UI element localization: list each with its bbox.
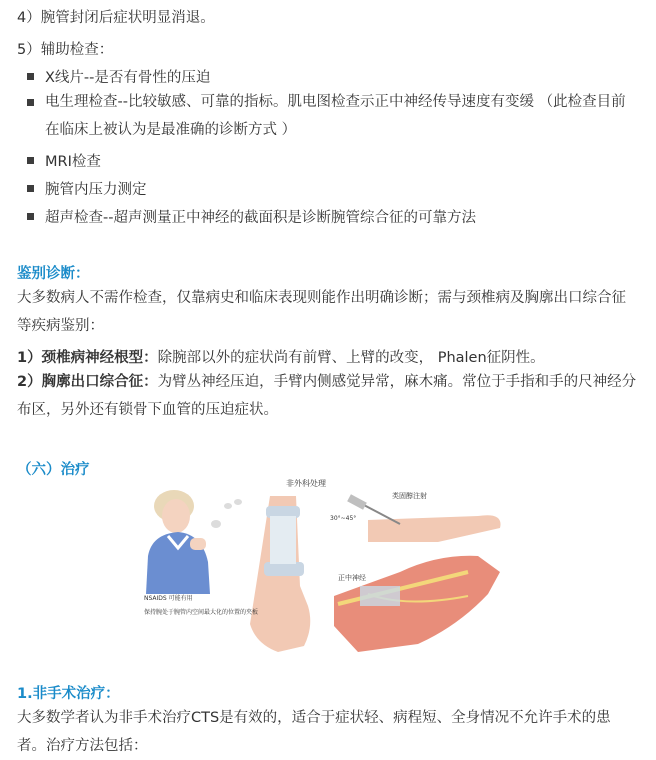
- differential-item-2: 2）胸廓出口综合征：为臂丛神经压迫，手臂内侧感觉异常，麻木痛。常位于手指和手的尺神经分布区，另外还有锁骨下血管的压迫症状。: [17, 374, 637, 418]
- nerve-label: 正中神经: [338, 574, 366, 582]
- bullet-square-icon: [27, 157, 34, 164]
- angle-label: 30°~45°: [330, 515, 357, 522]
- bullet-square-icon: [27, 73, 34, 80]
- bullet-item: 腕管内压力测定: [27, 178, 147, 199]
- bullet-item: 电生理检查--比较敏感、可靠的指标。肌电图检查示正中神经传导速度有变缓 （此检查目前在临床上被认为是最准确的诊断方式 ）: [27, 88, 637, 144]
- non-surgical-heading: 1.非手术治疗：: [17, 686, 120, 702]
- injection-label: 类固醇注射: [392, 492, 427, 500]
- bullet-item: MRI检查: [27, 150, 101, 171]
- bullet-square-icon: [27, 99, 34, 106]
- bullet-square-icon: [27, 213, 34, 220]
- figure-title: 非外科处理: [286, 479, 326, 488]
- treatment-heading: （六）治疗: [17, 462, 90, 478]
- differential-item-1: 1）颈椎病神经根型：除腕部以外的症状尚有前臂、上臂的改变， Phalen征阴性。: [17, 350, 545, 366]
- bullet-item: 超声检查--超声测量正中神经的截面积是诊断腕管综合征的可靠方法: [27, 206, 476, 227]
- treatment-illustration: [138, 476, 508, 662]
- nsaids-label: NSAIDS 可能有用: [144, 595, 193, 602]
- splint-label: 保持腕处于腕管内空间最大化的位置的夹板: [144, 609, 259, 616]
- bullet-square-icon: [27, 185, 34, 192]
- item-5: 5）辅助检查：: [17, 42, 114, 58]
- differential-heading: 鉴别诊断：: [17, 266, 90, 282]
- bullet-item: X线片--是否有骨性的压迫: [27, 66, 210, 87]
- item-4: 4）腕管封闭后症状明显消退。: [17, 10, 215, 26]
- non-surgical-body: 大多数学者认为非手术治疗CTS是有效的，适合于症状轻、病程短、全身情况不允许手术的患者。治疗方法包括：: [17, 710, 611, 754]
- differential-intro: 大多数病人不需作检查，仅靠病史和临床表现则能作出明确诊断；需与颈椎病及胸廓出口综合征等疾病鉴别：: [17, 290, 626, 334]
